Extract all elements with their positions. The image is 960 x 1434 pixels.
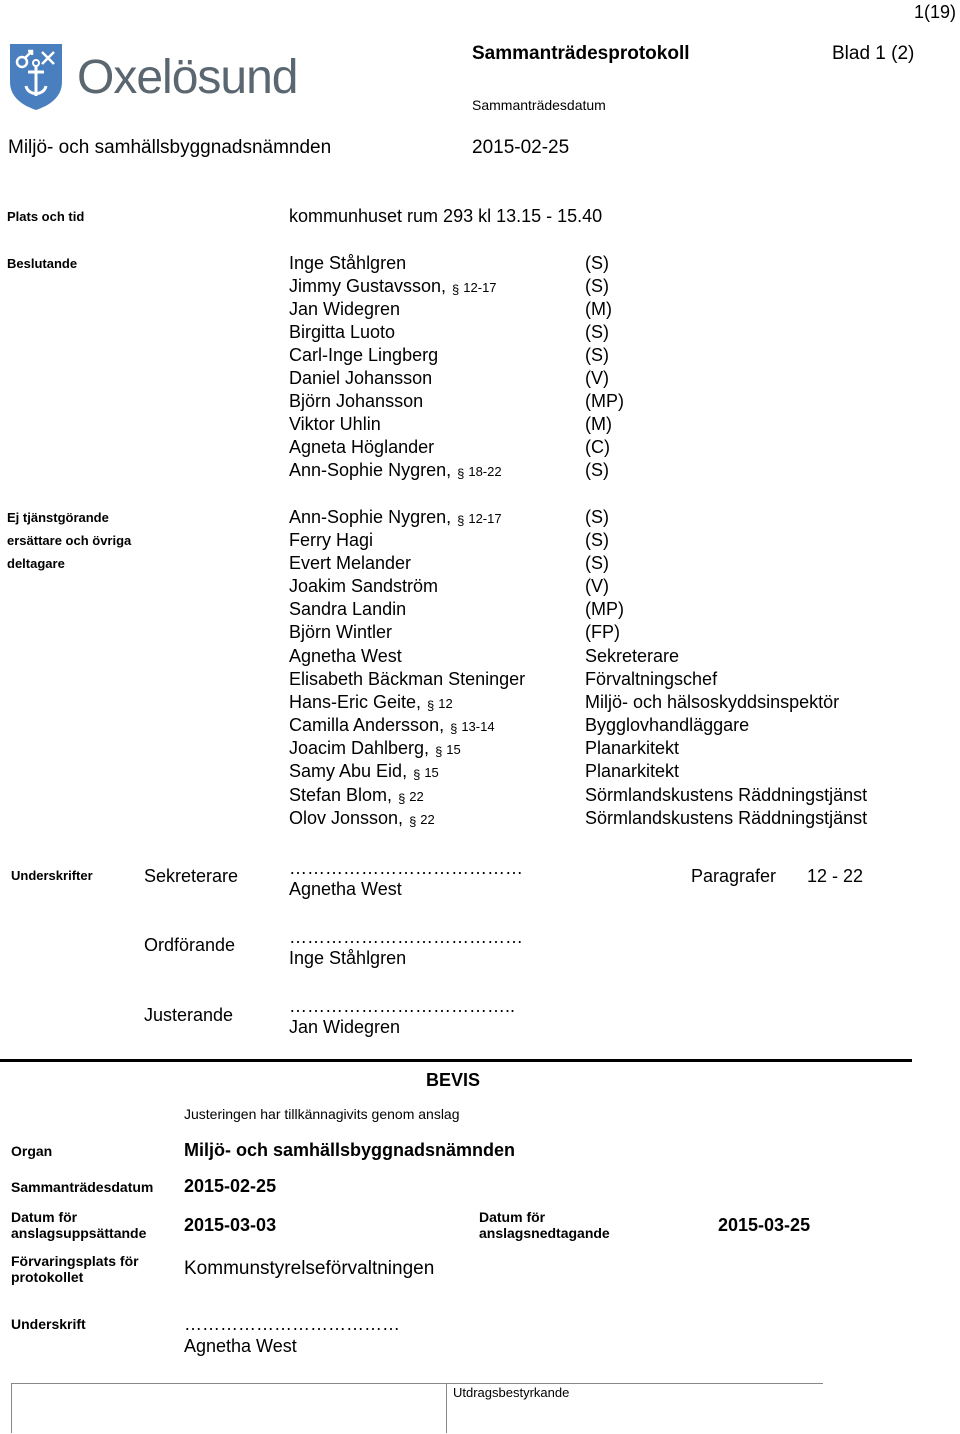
paragraph-range: 12-17: [468, 511, 502, 526]
list-item: Agnetha West: [289, 646, 402, 666]
sheet-number: Blad 1 (2): [832, 43, 915, 64]
chair-label: Ordförande: [144, 935, 236, 955]
place-value: kommunhuset rum 293 kl 13.15 - 15.40: [289, 206, 603, 226]
list-item: Elisabeth Bäckman Steninger: [289, 669, 526, 689]
member-role: (S): [585, 553, 609, 573]
list-item: Björn Johansson: [289, 391, 424, 411]
paragraph-range: 12-17: [463, 280, 497, 295]
extract-label: Utdragsbestyrkande: [453, 1385, 570, 1400]
certificate-intro: Justeringen har tillkännagivits genom anslag: [184, 1106, 460, 1122]
chair-name: Inge Ståhlgren: [289, 948, 407, 968]
member-role: Sörmlandskustens Räddningstjänst: [585, 785, 868, 805]
paragraph-range: 12: [438, 696, 453, 711]
member-party: (S): [585, 322, 609, 342]
list-item: Ann-Sophie Nygren, § 12-17: [289, 507, 502, 528]
chair-signature-line: …………………………………: [289, 927, 523, 947]
list-item: Olov Jonsson, § 22: [289, 808, 435, 829]
secretary-label: Sekreterare: [144, 866, 239, 886]
member-role: (V): [585, 576, 609, 596]
signature-label: Underskrift: [11, 1316, 86, 1332]
list-item: Hans-Eric Geite, § 12: [289, 692, 453, 713]
signature-line: ………………………………: [184, 1314, 400, 1334]
municipality-logo: [8, 42, 64, 117]
list-item: Daniel Johansson: [289, 368, 433, 388]
signature-name: Agnetha West: [184, 1336, 297, 1356]
extract-divider: [446, 1383, 447, 1433]
secretary-signature-line: …………………………………: [289, 858, 523, 878]
removal-label-line1: Datum för: [479, 1209, 546, 1225]
list-item: Jan Widegren: [289, 299, 401, 319]
extract-left-border: [11, 1383, 12, 1433]
list-item: Björn Wintler: [289, 622, 393, 642]
meeting-date: 2015-02-25: [472, 137, 570, 158]
extract-rule: [11, 1383, 823, 1384]
page-number: 1(19): [913, 2, 956, 22]
meeting-date-label: Sammanträdesdatum: [472, 97, 606, 113]
others-label-line2: ersättare och övriga: [7, 533, 132, 548]
meeting-date-value-cert: 2015-02-25: [184, 1176, 277, 1196]
member-party: (S): [585, 460, 609, 480]
committee-name: Miljö- och samhällsbyggnadsnämnden: [8, 137, 332, 158]
member-role: (FP): [585, 622, 620, 642]
posting-label-line2: anslagsuppsättande: [11, 1225, 147, 1241]
member-party: (S): [585, 345, 609, 365]
member-party: (M): [585, 299, 612, 319]
member-role: Miljö- och hälsoskyddsinspektör: [585, 692, 840, 712]
deciding-label: Beslutande: [7, 256, 78, 271]
signatures-label: Underskrifter: [11, 868, 93, 883]
storage-value: Kommunstyrelseförvaltningen: [184, 1258, 435, 1279]
paragraphs-label: Paragrafer: [691, 866, 777, 886]
secretary-name: Agnetha West: [289, 879, 402, 899]
adjuster-name: Jan Widegren: [289, 1017, 401, 1037]
paragraphs-value: 12 - 22: [807, 866, 864, 886]
member-role: Planarkitekt: [585, 738, 680, 758]
member-role: Sekreterare: [585, 646, 680, 666]
paragraph-range: 13-14: [461, 719, 495, 734]
paragraph-range: 18-22: [468, 464, 502, 479]
member-party: (S): [585, 253, 609, 273]
list-item: Viktor Uhlin: [289, 414, 381, 434]
list-item: Ferry Hagi: [289, 530, 374, 550]
member-party: (C): [585, 437, 610, 457]
member-role: Sörmlandskustens Räddningstjänst: [585, 808, 868, 828]
section-divider: [0, 1059, 912, 1062]
removal-date: 2015-03-25: [718, 1215, 811, 1235]
member-role: Förvaltningschef: [585, 669, 718, 689]
member-role: (S): [585, 507, 609, 527]
paragraph-range: 22: [420, 812, 435, 827]
logo-wordmark: Oxelösund: [77, 51, 298, 104]
member-role: (MP): [585, 599, 624, 619]
coat-of-arms-icon: [8, 42, 64, 112]
list-item: Samy Abu Eid, § 15: [289, 761, 439, 782]
organ-label: Organ: [11, 1143, 53, 1159]
list-item: Evert Melander: [289, 553, 412, 573]
removal-label-line2: anslagsnedtagande: [479, 1225, 610, 1241]
storage-label-line1: Förvaringsplats för: [11, 1253, 139, 1269]
list-item: Ann-Sophie Nygren, § 18-22: [289, 460, 502, 481]
list-item: Jimmy Gustavsson, § 12-17: [289, 276, 497, 297]
list-item: Agneta Höglander: [289, 437, 435, 457]
member-party: (M): [585, 414, 612, 434]
adjuster-signature-line: ………………………………..: [289, 996, 516, 1016]
member-party: (MP): [585, 391, 624, 411]
list-item: Birgitta Luoto: [289, 322, 396, 342]
member-party: (S): [585, 276, 609, 296]
meeting-date-label-cert: Sammanträdesdatum: [11, 1179, 154, 1195]
storage-label-line2: protokollet: [11, 1269, 84, 1285]
member-party: (V): [585, 368, 609, 388]
others-label-line1: Ej tjänstgörande: [7, 510, 109, 525]
paragraph-range: 15: [424, 765, 439, 780]
list-item: Joakim Sandström: [289, 576, 439, 596]
list-item: Carl-Inge Lingberg: [289, 345, 439, 365]
organ-value: Miljö- och samhällsbyggnadsnämnden: [184, 1140, 516, 1160]
paragraph-range: 15: [446, 742, 461, 757]
posting-date: 2015-03-03: [184, 1215, 277, 1235]
others-label-line3: deltagare: [7, 556, 65, 571]
list-item: Camilla Andersson, § 13-14: [289, 715, 495, 736]
paragraph-range: 22: [409, 789, 424, 804]
list-item: Stefan Blom, § 22: [289, 785, 424, 806]
certificate-title: BEVIS: [426, 1070, 481, 1090]
member-role: Bygglovhandläggare: [585, 715, 750, 735]
document-title: Sammanträdesprotokoll: [472, 43, 690, 64]
posting-label-line1: Datum för: [11, 1209, 78, 1225]
adjuster-label: Justerande: [144, 1005, 234, 1025]
member-role: Planarkitekt: [585, 761, 680, 781]
place-label: Plats och tid: [7, 209, 85, 224]
member-role: (S): [585, 530, 609, 550]
list-item: Joacim Dahlberg, § 15: [289, 738, 461, 759]
list-item: Sandra Landin: [289, 599, 407, 619]
list-item: Inge Ståhlgren: [289, 253, 407, 273]
